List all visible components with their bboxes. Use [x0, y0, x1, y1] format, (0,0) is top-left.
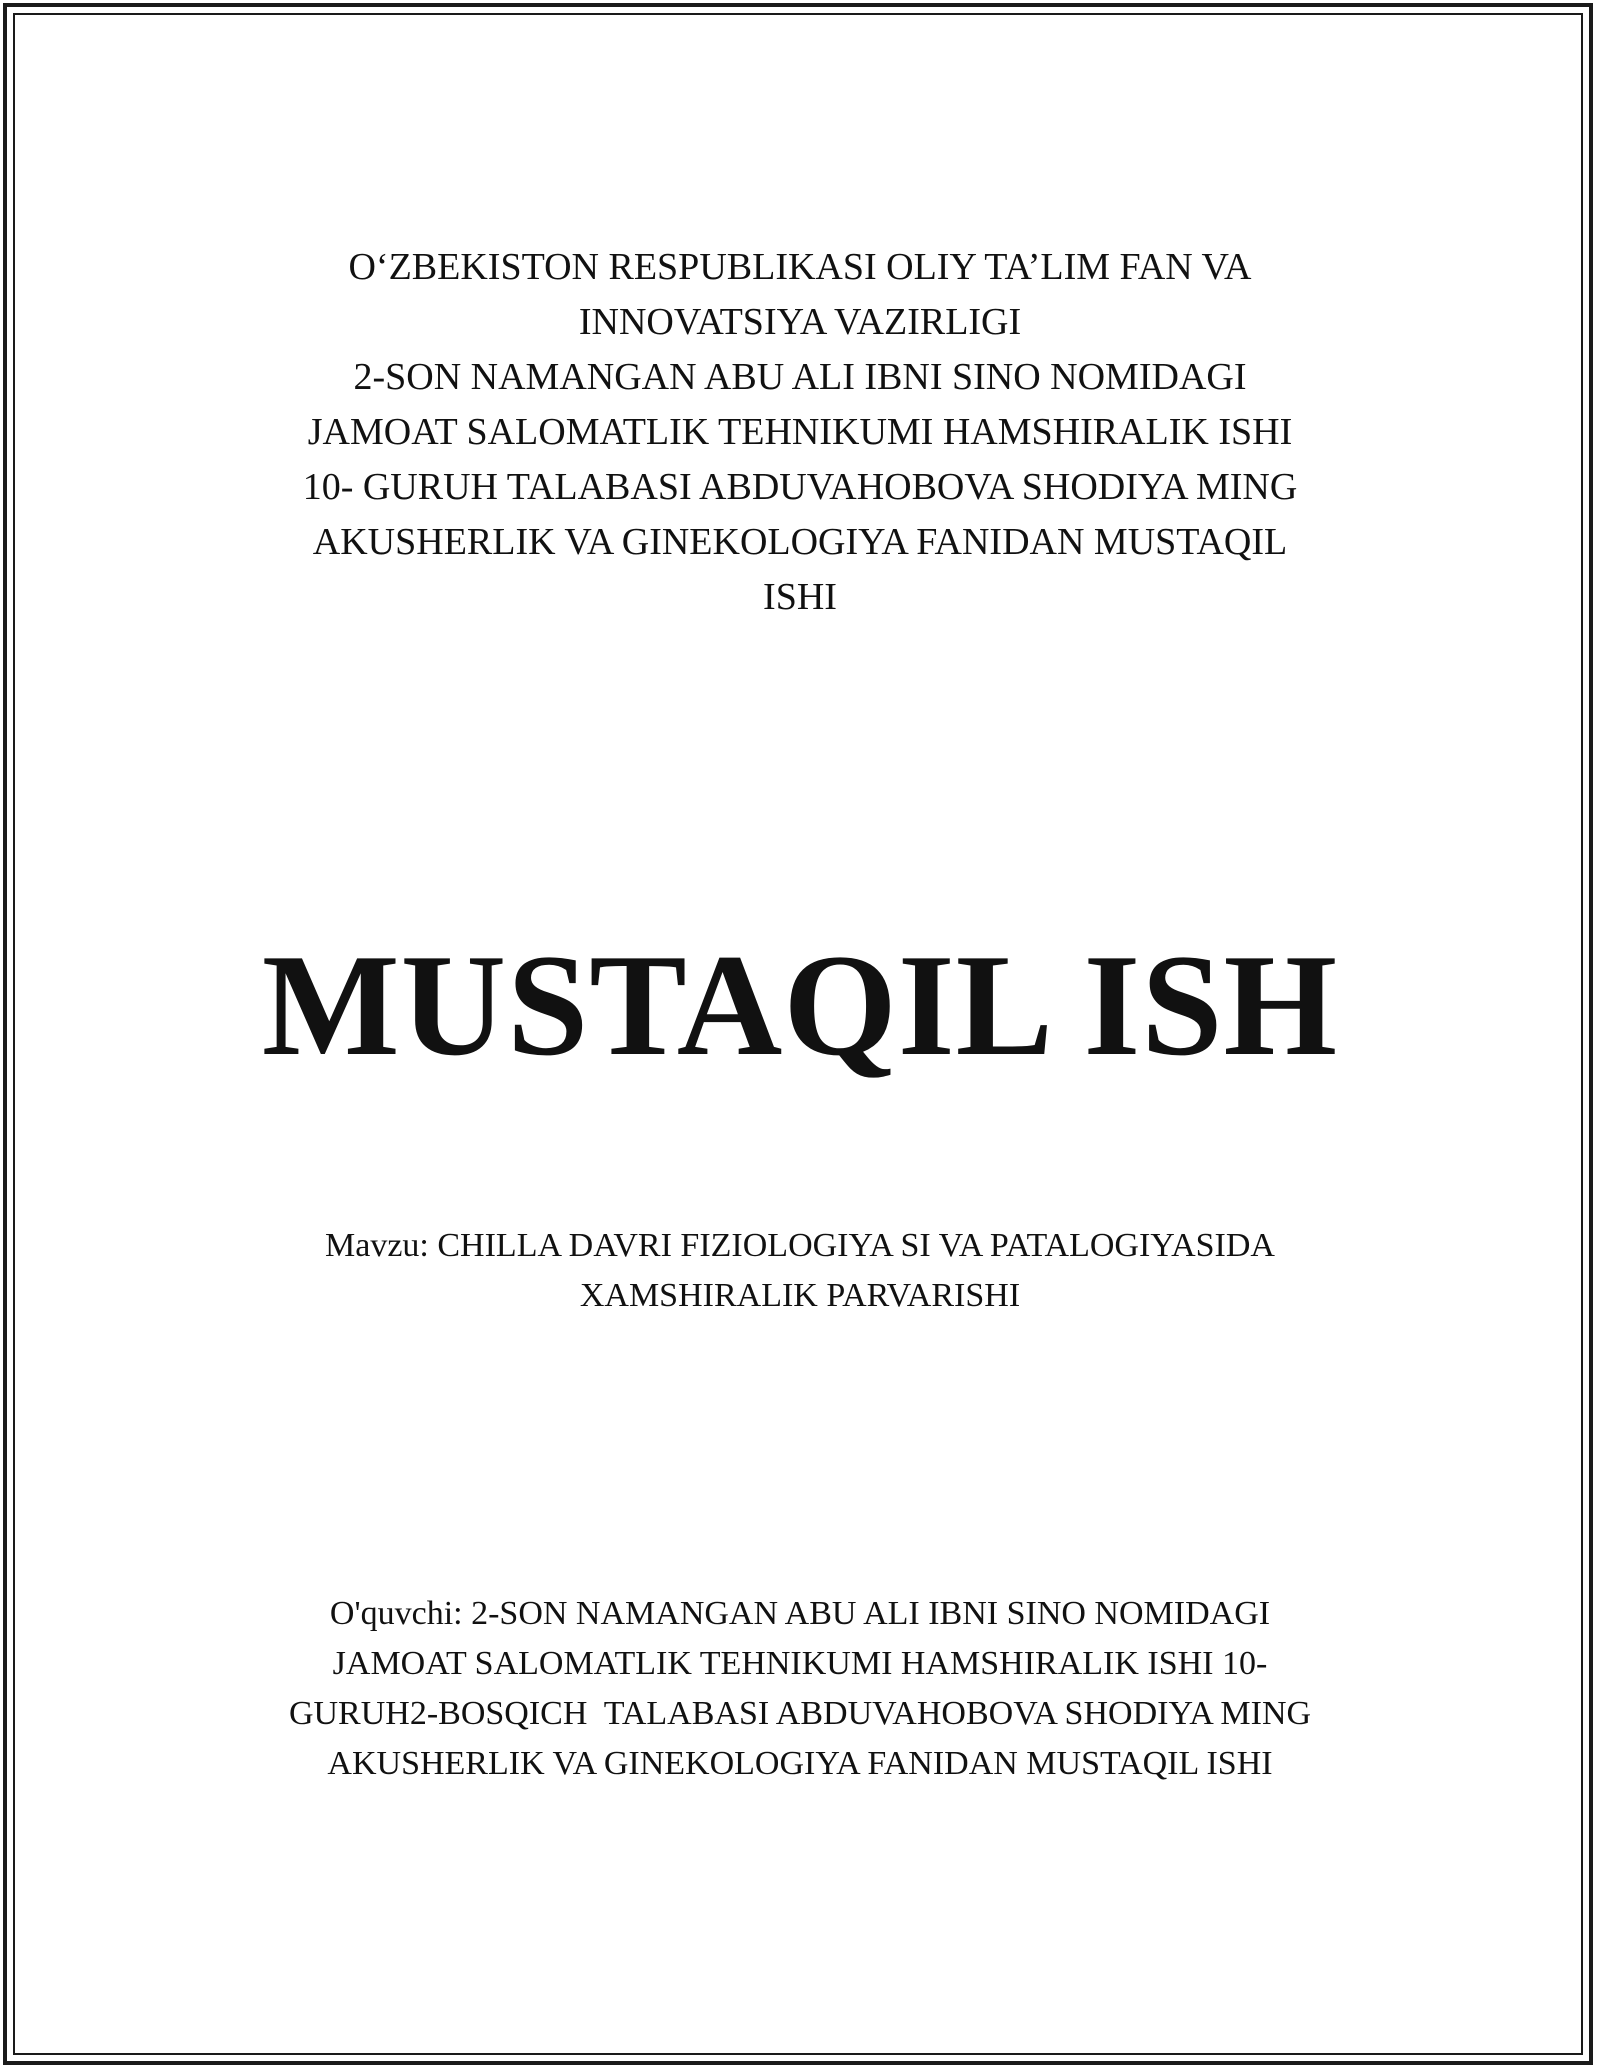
header-line: O‘ZBEKISTON RESPUBLIKASI OLIY TA’LIM FAN VA [348, 246, 1252, 288]
header-line: JAMOAT SALOMATLIK TEHNIKUMI HAMSHIRALIK ISHI [307, 411, 1293, 453]
topic-line: Mavzu: CHILLA DAVRI FIZIOLOGIYA SI VA PATALOGIYASIDA [325, 1227, 1275, 1264]
institution-header [0, 240, 1600, 625]
header-line: INNOVATSIYA VAZIRLIGI [578, 301, 1022, 343]
header-line: 10- GURUH TALABASI ABDUVAHOBOVA SHODIYA MING [302, 466, 1298, 508]
document-title: MUSTAQIL ISH [261, 924, 1339, 1086]
header-line: AKUSHERLIK VA GINEKOLOGIYA FANIDAN MUSTAQIL [312, 521, 1288, 563]
topic-block [0, 1221, 1600, 1321]
header-line: 2-SON NAMANGAN ABU ALI IBNI SINO NOMIDAGI [353, 356, 1247, 398]
student-block [0, 1589, 1600, 1789]
student-line: AKUSHERLIK VA GINEKOLOGIYA FANIDAN MUSTAQIL ISHI [327, 1745, 1273, 1782]
header-line: ISHI [763, 576, 837, 618]
student-line: O'quvchi: 2-SON NAMANGAN ABU ALI IBNI SINO NOMIDAGI [329, 1595, 1271, 1632]
student-line: GURUH2-BOSQICH TALABASI ABDUVAHOBOVA SHODIYA MING [288, 1695, 1312, 1732]
student-line: JAMOAT SALOMATLIK TEHNIKUMI HAMSHIRALIK ISHI 10- [332, 1645, 1268, 1682]
topic-line: XAMSHIRALIK PARVARISHI [579, 1277, 1021, 1314]
